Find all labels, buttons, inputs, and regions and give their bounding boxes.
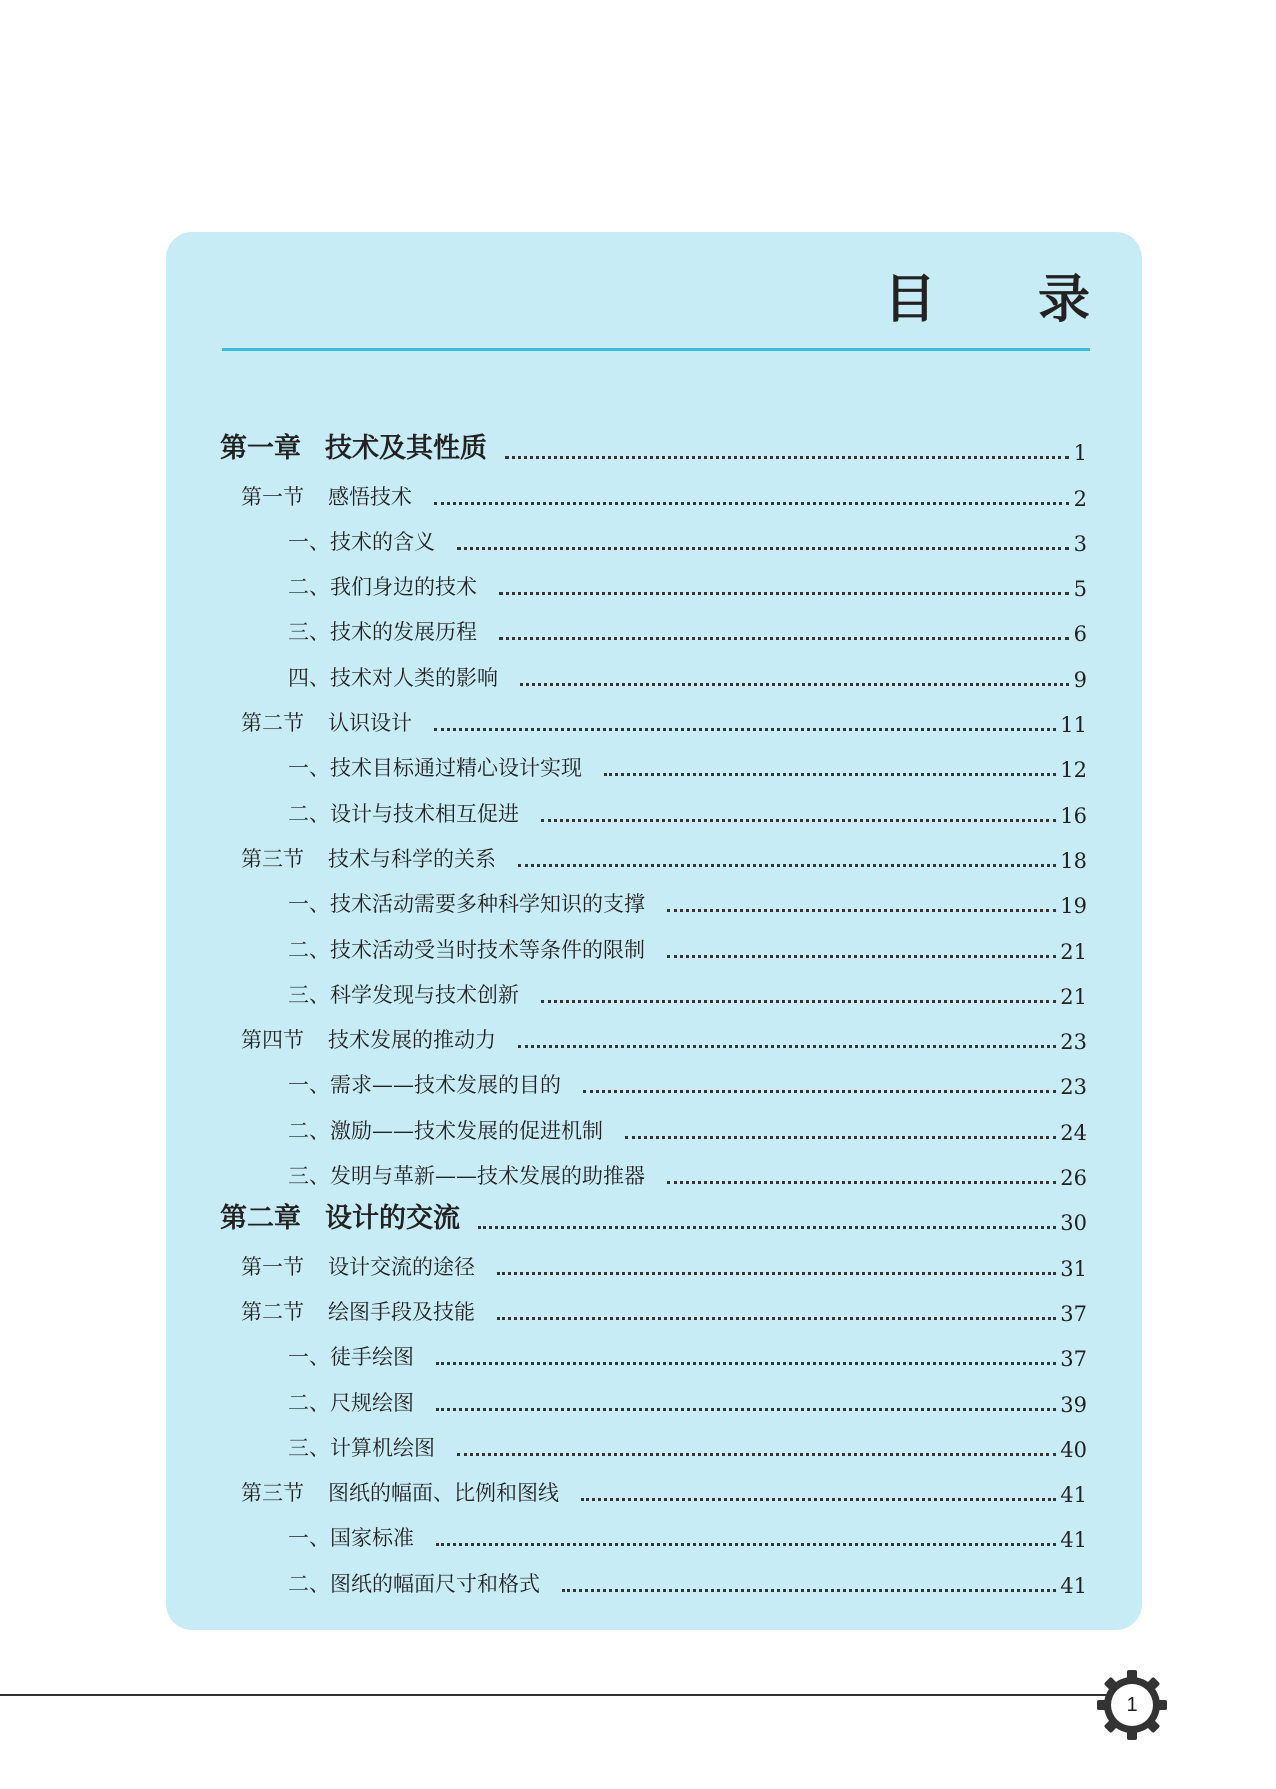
section-number: 第三节 xyxy=(241,846,304,871)
subsection-title: 三、技术的发展历程 xyxy=(288,620,477,645)
toc-entry-subsection[interactable] xyxy=(220,519,1087,564)
toc-entry-label xyxy=(220,934,645,964)
toc-page-number: 2 xyxy=(1073,486,1087,511)
toc-entry-section[interactable] xyxy=(220,836,1087,881)
subsection-title: 一、技术目标通过精心设计实现 xyxy=(288,756,582,781)
dot-leader xyxy=(518,864,1056,867)
dot-leader xyxy=(436,1408,1056,1411)
toc-entry-label xyxy=(220,979,519,1009)
toc-entry-section[interactable] xyxy=(220,1243,1087,1288)
toc-page-number: 11 xyxy=(1060,713,1087,738)
toc-entry-label xyxy=(220,1160,645,1190)
section-title: 设计交流的途径 xyxy=(328,1254,475,1279)
toc-entry-subsection[interactable] xyxy=(220,926,1087,971)
toc-entry-subsection[interactable] xyxy=(220,609,1087,654)
chapter-number: 第一章 xyxy=(220,433,301,465)
toc-entry-label xyxy=(220,1341,414,1371)
subsection-title: 一、需求——技术发展的目的 xyxy=(288,1073,561,1098)
dot-leader xyxy=(541,1000,1056,1003)
toc-page-number: 21 xyxy=(1060,939,1087,964)
subsection-title: 一、徒手绘图 xyxy=(288,1345,414,1370)
section-title: 认识设计 xyxy=(328,711,412,736)
toc-entry-subsection[interactable] xyxy=(220,972,1087,1017)
subsection-title: 一、国家标准 xyxy=(288,1526,414,1551)
toc-entry-subsection[interactable] xyxy=(220,745,1087,790)
toc-page-number: 6 xyxy=(1073,622,1087,647)
toc-entry-chapter[interactable] xyxy=(220,428,1087,473)
toc-entry-label xyxy=(220,481,412,511)
subsection-title: 二、我们身边的技术 xyxy=(288,575,477,600)
dot-leader xyxy=(518,1045,1056,1048)
toc-page-number: 16 xyxy=(1060,803,1087,828)
section-number: 第一节 xyxy=(241,484,304,509)
toc-entry-label xyxy=(220,1432,435,1462)
toc-entry-section[interactable] xyxy=(220,1470,1087,1515)
toc-entry-label xyxy=(220,1024,496,1054)
page-title: 目 录 xyxy=(883,270,1132,330)
toc-entry-section[interactable] xyxy=(220,473,1087,518)
dot-leader xyxy=(541,819,1056,822)
toc-page-number: 26 xyxy=(1060,1166,1087,1191)
dot-leader xyxy=(497,1272,1056,1275)
subsection-title: 三、科学发现与技术创新 xyxy=(288,982,519,1007)
dot-leader xyxy=(583,1090,1056,1093)
toc-page-number: 18 xyxy=(1060,848,1087,873)
toc-entry-label xyxy=(220,1115,603,1145)
subsection-title: 二、技术活动受当时技术等条件的限制 xyxy=(288,937,645,962)
toc-page-number: 39 xyxy=(1060,1392,1087,1417)
subsection-title: 一、技术的含义 xyxy=(288,529,435,554)
dot-leader xyxy=(667,1181,1056,1184)
section-title: 技术发展的推动力 xyxy=(328,1028,496,1053)
toc-entry-subsection[interactable] xyxy=(220,564,1087,609)
toc-entry-label xyxy=(220,752,582,782)
toc-page-number: 41 xyxy=(1060,1573,1087,1598)
section-number: 第三节 xyxy=(241,1481,304,1506)
toc-entry-section[interactable] xyxy=(220,1289,1087,1334)
toc-entry-label xyxy=(220,1196,460,1235)
toc-page-number: 37 xyxy=(1060,1301,1087,1326)
toc-page-number: 21 xyxy=(1060,984,1087,1009)
dot-leader xyxy=(625,1136,1056,1139)
dot-leader xyxy=(505,456,1069,459)
dot-leader xyxy=(457,547,1069,550)
toc-entry-subsection[interactable] xyxy=(220,790,1087,835)
toc-page-number: 9 xyxy=(1073,667,1087,692)
toc-entry-label xyxy=(220,662,498,692)
subsection-title: 二、激励——技术发展的促进机制 xyxy=(288,1118,603,1143)
toc-entry-subsection[interactable] xyxy=(220,1107,1087,1152)
dot-leader xyxy=(520,683,1069,686)
chapter-number: 第二章 xyxy=(220,1203,301,1235)
toc-entry-subsection[interactable] xyxy=(220,1062,1087,1107)
toc-page-number: 30 xyxy=(1060,1211,1087,1236)
toc-page-number: 23 xyxy=(1060,1030,1087,1055)
toc-page-number: 12 xyxy=(1060,758,1087,783)
subsection-title: 二、设计与技术相互促进 xyxy=(288,801,519,826)
section-title: 图纸的幅面、比例和图线 xyxy=(328,1481,559,1506)
toc-page-number: 23 xyxy=(1060,1075,1087,1100)
dot-leader xyxy=(434,502,1069,505)
toc-entry-label xyxy=(220,798,519,828)
toc-page-number: 41 xyxy=(1060,1528,1087,1553)
section-title: 技术与科学的关系 xyxy=(328,846,496,871)
subsection-title: 四、技术对人类的影响 xyxy=(288,665,498,690)
toc-entry-subsection[interactable] xyxy=(220,1334,1087,1379)
dot-leader xyxy=(499,637,1069,640)
toc-entry-subsection[interactable] xyxy=(220,881,1087,926)
toc-entry-label xyxy=(220,526,435,556)
toc-entry-label xyxy=(220,426,487,465)
toc-page-number: 31 xyxy=(1060,1256,1087,1281)
toc-page-number: 24 xyxy=(1060,1120,1087,1145)
section-title: 感悟技术 xyxy=(328,484,412,509)
subsection-title: 二、图纸的幅面尺寸和格式 xyxy=(288,1571,540,1596)
toc-page-number: 1 xyxy=(1073,441,1087,466)
toc-entry-label xyxy=(220,843,496,873)
toc-entry-label xyxy=(220,1477,559,1507)
toc-page-number: 40 xyxy=(1060,1437,1087,1462)
dot-leader xyxy=(604,773,1056,776)
toc-entry-label xyxy=(220,1568,540,1598)
section-number: 第一节 xyxy=(241,1254,304,1279)
subsection-title: 三、发明与革新——技术发展的助推器 xyxy=(288,1164,645,1189)
subsection-title: 二、尺规绘图 xyxy=(288,1390,414,1415)
dot-leader xyxy=(497,1317,1056,1320)
toc-entry-subsection[interactable] xyxy=(220,1379,1087,1424)
toc-entry-subsection[interactable] xyxy=(220,1153,1087,1198)
toc-entry-label xyxy=(220,1296,475,1326)
toc-entry-label xyxy=(220,888,645,918)
section-title: 绘图手段及技能 xyxy=(328,1299,475,1324)
dot-leader xyxy=(436,1362,1056,1365)
toc-page-number: 37 xyxy=(1060,1347,1087,1372)
dot-leader xyxy=(562,1589,1056,1592)
title-divider xyxy=(222,348,1090,351)
toc-panel xyxy=(166,232,1142,1630)
toc-entry-label xyxy=(220,1069,561,1099)
toc-entry-section[interactable] xyxy=(220,700,1087,745)
toc-entry-label xyxy=(220,1251,475,1281)
dot-leader xyxy=(457,1453,1056,1456)
toc-page-number: 5 xyxy=(1073,577,1087,602)
toc-entry-subsection[interactable] xyxy=(220,654,1087,699)
chapter-title: 设计的交流 xyxy=(325,1203,460,1235)
dot-leader xyxy=(478,1226,1056,1229)
toc-entry-label xyxy=(220,1387,414,1417)
toc-page-number: 41 xyxy=(1060,1483,1087,1508)
dot-leader xyxy=(667,909,1056,912)
toc-entry-label xyxy=(220,616,477,646)
toc-entry-section[interactable] xyxy=(220,1017,1087,1062)
dot-leader xyxy=(436,1543,1056,1546)
page-number: 1 xyxy=(1126,1694,1138,1716)
toc-entry-subsection[interactable] xyxy=(220,1515,1087,1560)
dot-leader xyxy=(581,1498,1056,1501)
chapter-title: 技术及其性质 xyxy=(325,433,487,465)
dot-leader xyxy=(667,955,1056,958)
subsection-title: 三、计算机绘图 xyxy=(288,1435,435,1460)
section-number: 第二节 xyxy=(241,1299,304,1324)
toc-list xyxy=(220,428,1087,1606)
footer-rule xyxy=(0,1694,1110,1696)
dot-leader xyxy=(434,728,1056,731)
section-number: 第二节 xyxy=(241,711,304,736)
dot-leader xyxy=(499,592,1069,595)
toc-entry-subsection[interactable] xyxy=(220,1425,1087,1470)
toc-page-number: 3 xyxy=(1073,531,1087,556)
toc-entry-label xyxy=(220,571,477,601)
section-number: 第四节 xyxy=(241,1028,304,1053)
toc-page-number: 19 xyxy=(1060,894,1087,919)
page-number-badge xyxy=(1092,1665,1172,1745)
toc-entry-chapter[interactable] xyxy=(220,1198,1087,1243)
subsection-title: 一、技术活动需要多种科学知识的支撑 xyxy=(288,892,645,917)
toc-entry-label xyxy=(220,1522,414,1552)
toc-entry-label xyxy=(220,707,412,737)
toc-entry-subsection[interactable] xyxy=(220,1560,1087,1605)
